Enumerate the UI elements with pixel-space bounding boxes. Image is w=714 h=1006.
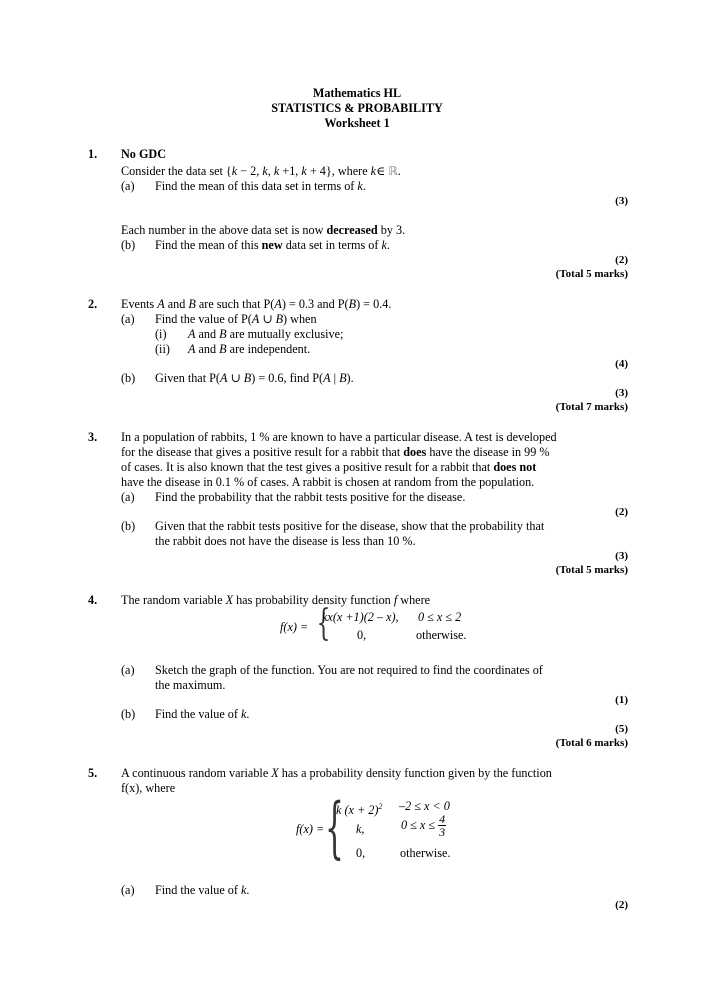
subpart-text: A and B are mutually exclusive;: [188, 327, 344, 341]
case-condition: 0 ≤ x ≤ 2: [418, 610, 462, 624]
part-text: the maximum.: [155, 678, 226, 692]
part-text: the rabbit does not have the disease is less than 10 %.: [155, 534, 416, 548]
question-number: 5.: [88, 766, 98, 780]
part-text: Find the value of k.: [155, 883, 250, 897]
part-marks: (3): [615, 387, 628, 399]
part-label: (a): [121, 179, 135, 193]
part-marks: (2): [615, 254, 628, 266]
left-brace: {: [316, 603, 331, 644]
total-marks: (Total 5 marks): [555, 268, 628, 280]
worksheet-topic: STATISTICS & PROBABILITY: [271, 101, 443, 115]
real-numbers-symbol: ℝ: [388, 164, 398, 178]
case-expression: 0,: [357, 628, 367, 642]
subpart-label: (i): [155, 327, 167, 341]
part-text: Given that the rabbit tests positive for the disease, show that the probability that: [155, 519, 545, 533]
part-label: (a): [121, 883, 135, 897]
part-label: (b): [121, 371, 136, 385]
part-label: (b): [121, 238, 136, 252]
worksheet-title: Worksheet 1: [324, 116, 390, 130]
subpart-text: A and B are independent.: [188, 342, 311, 356]
function-lhs: f(x) =: [296, 822, 325, 836]
question-number: 3.: [88, 430, 98, 444]
question-intro-line: of cases. It is also known that the test gives a positive result for a rabbit that does not: [121, 460, 537, 474]
question-intro: f(x), where: [121, 781, 176, 795]
total-marks: (Total 5 marks): [555, 564, 628, 576]
part-marks: (2): [615, 506, 628, 518]
total-marks: (Total 7 marks): [555, 401, 628, 413]
question-continuation: Each number in the above data set is now decreased by 3.: [121, 223, 406, 237]
subpart-label: (ii): [155, 342, 170, 356]
part-text: Find the value of P(A ∪ B) when: [155, 312, 317, 326]
case-condition: otherwise.: [400, 846, 451, 860]
question-note: No GDC: [121, 147, 167, 161]
fraction: $\frac{4}{3}$: [439, 812, 446, 839]
case-expression: k $(x + 2)^2$: [336, 802, 383, 818]
part-marks: (4): [615, 358, 628, 370]
part-marks: (1): [615, 694, 628, 706]
part-text: Given that P(A ∪ B) = 0.6, find P(A | B).: [155, 371, 354, 385]
part-text: Find the probability that the rabbit tests positive for the disease.: [155, 490, 466, 504]
case-expression: k,: [356, 822, 365, 836]
question-number: 4.: [88, 593, 98, 607]
question-number: 1.: [88, 147, 98, 161]
part-label: (a): [121, 312, 135, 326]
question-intro: Events A and B are such that P(A) = 0.3 and P(B) = 0.4.: [121, 297, 392, 311]
question-intro-line: In a population of rabbits, 1 % are known to have a particular disease. A test is developed: [121, 430, 557, 444]
part-label: (b): [121, 519, 136, 533]
question-intro: The random variable X has probability density function f where: [121, 593, 431, 607]
part-label: (b): [121, 707, 136, 721]
question-intro: Consider the data set {k − 2, k, k +1, k + 4}, where k∈ ℝ.: [121, 164, 401, 178]
part-marks: (2): [615, 899, 628, 911]
case-expression: 0,: [356, 846, 366, 860]
case-condition: –2 ≤ x < 0: [399, 799, 450, 813]
question-intro-line: for the disease that gives a positive result for a rabbit that does have the disease in 99 %: [121, 445, 550, 459]
part-label: (a): [121, 490, 135, 504]
part-marks: (5): [615, 723, 628, 735]
question-number: 2.: [88, 297, 98, 311]
part-text: Find the mean of this data set in terms of k.: [155, 179, 366, 193]
part-marks: (3): [615, 195, 628, 207]
part-marks: (3): [615, 550, 628, 562]
part-text: Sketch the graph of the function. You are not required to find the coordinates of: [155, 663, 543, 677]
part-text: Find the value of k.: [155, 707, 250, 721]
question-intro: A continuous random variable X has a probability density function given by the function: [121, 766, 552, 780]
part-label: (a): [121, 663, 135, 677]
case-condition: otherwise.: [416, 628, 467, 642]
case-expression: kx(x +1)(2 – x),: [322, 610, 399, 624]
question-intro-line: have the disease in 0.1 % of cases. A rabbit is chosen at random from the population.: [121, 475, 535, 489]
part-text: Find the mean of this new data set in terms of k.: [155, 238, 390, 252]
total-marks: (Total 6 marks): [555, 737, 628, 749]
worksheet-subject: Mathematics HL: [312, 86, 402, 100]
case-condition: 0 ≤ x ≤ $\frac{4}{3}$: [401, 812, 446, 839]
function-lhs: f(x) =: [280, 620, 309, 634]
left-brace: {: [325, 789, 344, 866]
